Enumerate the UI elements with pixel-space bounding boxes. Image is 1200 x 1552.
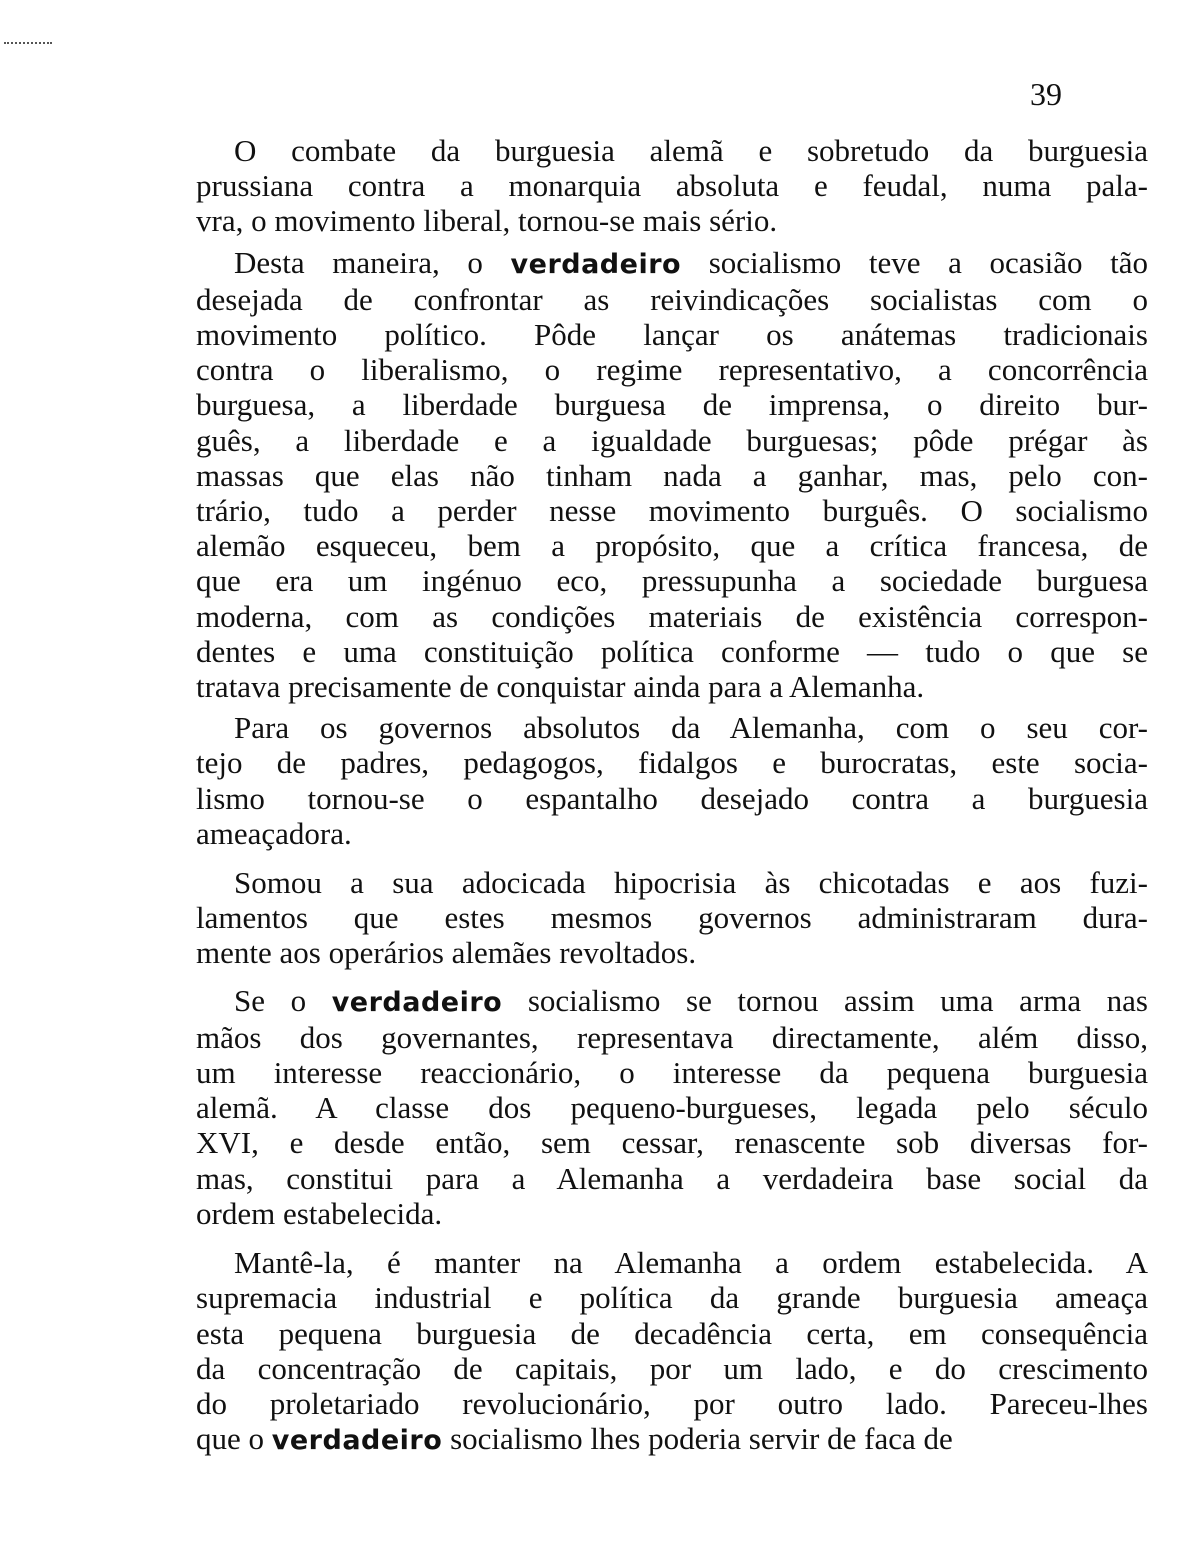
text-line: moderna, com as condições materiais de existência correspon-: [196, 598, 1148, 634]
text-line: um interesse reaccionário, o interesse da pequena burguesia: [196, 1055, 1148, 1091]
text-run: socialismo lhes poderia servir de faca de: [442, 1421, 953, 1457]
text-line: lismo tornou-se o espantalho desejado contra a burguesia: [196, 780, 1148, 816]
text-run: socialismo se tornou assim uma arma nas: [502, 982, 1148, 1018]
text-line: alemã. A classe dos pequeno-burgueses, legada pelo século: [196, 1090, 1148, 1126]
text-line: massas que elas não tinham nada a ganhar, mas, pelo con-: [196, 457, 1148, 493]
paragraph: [158, 1245, 1148, 1458]
text-line: tratava precisamente de conquistar ainda para a Alemanha.: [196, 669, 925, 705]
text-line: guês, a liberdade e a igualdade burguesas; pôde prégar às: [196, 422, 1148, 458]
paragraph: [158, 710, 1148, 851]
page-number: 39: [1030, 76, 1062, 112]
paragraph: [158, 983, 1148, 1231]
text-line: vra, o movimento liberal, tornou-se mais sério.: [196, 203, 778, 239]
text-line: [158, 983, 1148, 1020]
text-line: [158, 1421, 1148, 1458]
body-text: [158, 133, 1148, 1464]
scan-artifact-mark: [4, 42, 52, 58]
text-run: Se o: [234, 982, 332, 1018]
text-line: Mantê-la, é manter na Alemanha a ordem estabelecida. A: [234, 1245, 1148, 1281]
paragraph: [158, 865, 1148, 971]
text-line: mas, constitui para a Alemanha a verdadeira base social da: [196, 1160, 1148, 1196]
paragraph: [158, 245, 1148, 705]
text-line: Somou a sua adocicada hipocrisia às chicotadas e aos fuzi-: [234, 865, 1148, 901]
text-line: O combate da burguesia alemã e sobretudo da burguesia: [234, 133, 1148, 168]
paragraph: [158, 133, 1148, 239]
text-line: XVI, e desde então, sem cessar, renascente sob diversas for-: [196, 1125, 1148, 1161]
text-line: esta pequena burguesia de decadência certa, em consequência: [196, 1315, 1148, 1351]
text-line: alemão esqueceu, bem a propósito, que a crítica francesa, de: [196, 528, 1148, 564]
text-line: da concentração de capitais, por um lado, e do crescimento: [196, 1350, 1148, 1386]
text-run: Desta maneira, o: [234, 244, 511, 280]
text-line: desejada de confrontar as reivindicações socialistas com o: [196, 281, 1148, 317]
text-run: socialismo teve a ocasião tão: [681, 244, 1148, 280]
text-line: movimento político. Pôde lançar os anátemas tradicionais: [196, 317, 1148, 353]
text-line: tejo de padres, pedagogos, fidalgos e burocratas, este socia-: [196, 745, 1148, 781]
text-line: mãos dos governantes, representava directamente, além disso,: [196, 1019, 1148, 1055]
text-run: que o: [196, 1421, 272, 1457]
emphasized-word: verdadeiro: [331, 986, 503, 1018]
text-line: ameaçadora.: [196, 815, 352, 851]
text-line: ordem estabelecida.: [196, 1195, 443, 1231]
text-line: burguesa, a liberdade burguesa de imprensa, o direito bur-: [196, 387, 1148, 423]
text-line: do proletariado revolucionário, por outro lado. Pareceu-lhes: [196, 1385, 1148, 1421]
text-line: trário, tudo a perder nesse movimento burguês. O socialismo: [196, 493, 1148, 529]
text-line: lamentos que estes mesmos governos administraram dura-: [196, 900, 1148, 936]
text-line: [158, 245, 1148, 282]
emphasized-word: verdadeiro: [510, 248, 682, 280]
emphasized-word: verdadeiro: [271, 1425, 443, 1457]
text-line: contra o liberalismo, o regime representativo, a concorrência: [196, 352, 1148, 388]
text-line: que era um ingénuo eco, pressupunha a sociedade burguesa: [196, 563, 1148, 599]
text-line: supremacia industrial e política da grande burguesia ameaça: [196, 1280, 1148, 1316]
text-line: mente aos operários alemães revoltados.: [196, 935, 697, 971]
text-line: dentes e uma constituição política conforme — tudo o que se: [196, 633, 1148, 669]
text-line: Para os governos absolutos da Alemanha, com o seu cor-: [234, 710, 1148, 746]
text-line: prussiana contra a monarquia absoluta e feudal, numa pala-: [196, 168, 1148, 204]
